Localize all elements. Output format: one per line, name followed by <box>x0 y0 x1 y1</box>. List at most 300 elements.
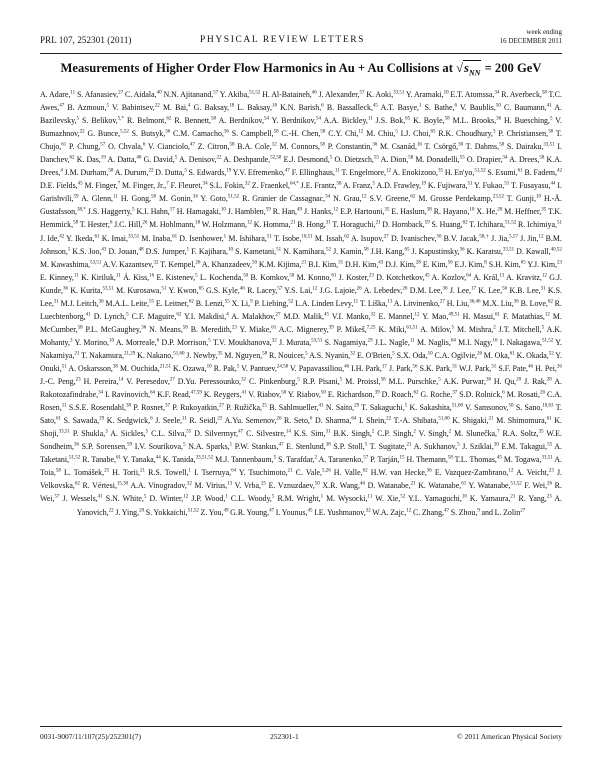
author-entry <box>133 403 170 412</box>
author-name: I.H. Park, <box>351 363 382 373</box>
author-name: A. Lebedev, <box>363 285 403 295</box>
author-name: R. Bennett, <box>174 116 212 126</box>
author-name: W. Xie, <box>375 494 401 504</box>
author-name: J.C. Hill, <box>114 220 143 230</box>
author-entry <box>504 207 546 216</box>
author-entry <box>174 116 216 125</box>
author-name: M. Hohlmann, <box>149 220 196 230</box>
affiliation-marker: 23 <box>546 494 552 500</box>
author-name: M. Kawashima, <box>40 259 91 269</box>
affiliation-marker: 22 <box>216 155 222 161</box>
affiliation-marker: 36 <box>496 116 502 122</box>
author-name: J. Newby, <box>186 350 218 360</box>
author-name: Y. Berdnikov, <box>271 116 317 126</box>
author-name: P. Mikeš, <box>336 324 367 334</box>
author-entry <box>463 312 500 321</box>
affiliation-marker: 46 <box>528 364 534 370</box>
author-name: K. Miki, <box>378 324 407 334</box>
author-entry <box>237 103 277 112</box>
author-name: I. Nakagawa, <box>499 337 542 347</box>
author-name: Y. Nakamiya, <box>40 337 562 360</box>
affiliation-marker: 65 <box>198 286 204 292</box>
author-name: R.K. Choudhury, <box>438 129 494 139</box>
affiliation-marker: 7,25 <box>366 325 376 331</box>
affiliation-marker: 22 <box>386 416 392 422</box>
author-name: Y. Riabov, <box>287 390 321 400</box>
affiliation-marker: 21,29 <box>124 351 136 357</box>
affiliation-marker: 2 <box>448 429 452 435</box>
author-name: A. Malakhov, <box>231 311 276 321</box>
author-entry <box>341 168 391 177</box>
author-entry <box>413 508 449 517</box>
author-entry <box>432 220 468 229</box>
author-entry <box>215 455 276 464</box>
affiliation-marker: 4 <box>60 168 63 174</box>
affiliation-marker: 28 <box>546 377 552 383</box>
affiliation-marker: 62 <box>547 299 553 305</box>
author-name: G. David, <box>143 155 175 165</box>
author-entry <box>516 403 554 412</box>
author-name: W.J. Park, <box>459 363 492 373</box>
author-name: S.X. Oda, <box>396 350 428 360</box>
author-entry <box>455 455 502 464</box>
author-entry <box>204 390 247 399</box>
author-name: K.N. Barish, <box>280 103 322 113</box>
author-name: T. Isobe, <box>273 233 302 243</box>
affiliation-marker: 2 <box>413 429 416 435</box>
author-name: A. Franz, <box>342 181 373 191</box>
affiliation-marker: 1 <box>418 103 422 109</box>
author-entry <box>194 481 232 490</box>
affiliation-marker: 55 <box>224 299 230 305</box>
author-entry <box>136 207 174 216</box>
author-entry <box>389 364 418 373</box>
author-entry <box>77 90 123 99</box>
affiliation-marker: 47 <box>269 507 275 513</box>
author-name: M. Rosati, <box>506 390 540 400</box>
affiliation-marker: 59 <box>424 220 430 226</box>
author-name: O. Dietzsch, <box>334 155 374 165</box>
affiliation-marker: 5 <box>174 155 178 161</box>
author-entry <box>273 207 302 216</box>
affiliation-marker: 29 <box>354 403 360 409</box>
author-name: J.G. Lajoie, <box>319 285 357 295</box>
affiliation-marker: 5 <box>67 246 71 252</box>
author-name: T. Engelmore, <box>341 168 387 178</box>
author-name: K. Kiriluk, <box>81 272 116 282</box>
author-entry <box>148 142 195 151</box>
affiliation-marker: 55 <box>148 299 154 305</box>
week-ending <box>500 28 562 45</box>
affiliation-marker: 38 <box>125 403 131 409</box>
journal-name: PHYSICAL REVIEW LETTERS <box>200 35 366 45</box>
author-entry <box>326 403 359 412</box>
author-name: C.F. Maguire, <box>131 311 177 321</box>
author-entry <box>360 299 393 308</box>
author-name: A.A. Bickley, <box>323 116 368 126</box>
author-name: G.S. Kyle, <box>206 285 240 295</box>
author-entry <box>419 429 452 438</box>
author-entry <box>232 299 253 308</box>
author-name: A. Milov, <box>420 324 452 334</box>
author-entry <box>269 481 320 490</box>
author-name: E.J. Kim, <box>454 259 485 269</box>
author-entry <box>376 181 426 190</box>
author-name: S.P. Stoll, <box>333 442 365 452</box>
affiliation-marker: 30 <box>493 442 499 448</box>
author-entry <box>420 390 457 399</box>
affiliation-marker: 5,* <box>117 116 125 122</box>
affiliation-marker: 45 <box>372 103 378 109</box>
author-entry <box>146 508 199 517</box>
author-entry <box>168 286 203 295</box>
affiliation-marker: 5 <box>208 338 211 344</box>
author-name: R. Han, <box>272 207 298 217</box>
affiliation-marker: 10 <box>220 207 226 213</box>
author-name: R. Belmont, <box>126 116 167 126</box>
affiliation-marker: 46 <box>239 286 245 292</box>
author-name: M. Heffner, <box>504 207 542 217</box>
author-entry <box>232 129 279 138</box>
author-entry <box>308 260 343 269</box>
author-entry <box>72 247 106 256</box>
author-entry <box>149 220 200 229</box>
affiliation-marker: 32 <box>271 338 277 344</box>
paper-title <box>40 60 562 82</box>
author-entry <box>423 260 453 269</box>
author-name: F. Ellinghaus, <box>291 168 335 178</box>
author-name: S. Tarafdar, <box>278 455 315 465</box>
author-entry <box>223 155 281 164</box>
affiliation-marker: 62 <box>362 468 368 474</box>
week-ending-date: 16 DECEMBER 2011 <box>499 36 562 45</box>
affiliation-marker: 58 <box>336 181 342 187</box>
author-name: A. Rakotozafindrabe, <box>40 377 562 400</box>
author-entry <box>507 194 541 203</box>
author-entry <box>333 194 366 203</box>
author-entry <box>498 129 553 138</box>
affiliation-marker: 36,46 <box>469 299 481 305</box>
author-entry <box>94 312 129 321</box>
affiliation-marker: 11 <box>367 116 373 122</box>
author-entry <box>371 247 410 256</box>
affiliation-marker: 41 <box>546 103 552 109</box>
affiliation-marker: 12 <box>361 194 367 200</box>
author-entry <box>372 508 411 517</box>
author-entry <box>80 220 113 229</box>
affiliation-marker: 6 <box>309 416 313 422</box>
affiliation-marker: 36 <box>459 246 465 252</box>
author-name: X. He, <box>476 207 498 217</box>
affiliation-marker: 18 <box>229 103 235 109</box>
author-entry <box>407 455 453 464</box>
affiliation-marker: 10 <box>109 338 115 344</box>
author-entry <box>327 103 378 112</box>
affiliation-marker: 50 <box>243 273 249 279</box>
author-name: B.M. Johnson, <box>40 233 562 256</box>
author-name: S. Edwards, <box>188 168 227 178</box>
author-name: N. Kamihara, <box>283 246 327 256</box>
author-name: I. Ravinovich, <box>105 390 151 400</box>
author-entry <box>474 181 509 190</box>
author-name: R. Averbeck, <box>501 90 542 99</box>
author-name: T. Sato, <box>40 403 562 426</box>
author-name: K. Shigaki, <box>452 416 489 426</box>
author-entry <box>414 442 460 451</box>
author-entry <box>320 286 362 295</box>
author-entry <box>194 103 235 112</box>
author-entry <box>381 155 414 164</box>
author-name: J. Lee, <box>449 285 472 295</box>
affiliation-marker: 34 <box>202 181 208 187</box>
author-name: K. Yamaura, <box>469 494 511 504</box>
affiliation-marker: 5,26 <box>321 468 331 474</box>
affiliation-marker: 58 <box>73 220 79 226</box>
affiliation-marker: 37 <box>452 390 458 396</box>
affiliation-marker: 50 <box>314 481 320 487</box>
author-name: C. Silvestre, <box>246 429 286 439</box>
author-entry <box>507 390 545 399</box>
affiliation-marker: 46 <box>311 90 317 96</box>
affiliation-marker: 16 <box>492 338 498 344</box>
author-name: M. Konno, <box>296 272 332 282</box>
author-name: R. Yang, <box>518 494 547 504</box>
author-name: X. Li, <box>231 298 251 308</box>
author-entry <box>509 155 544 164</box>
author-entry <box>179 155 222 164</box>
affiliation-marker: 38 <box>325 442 331 448</box>
author-name: J. Alexander, <box>318 90 360 99</box>
author-name: T. Fusayasu, <box>511 181 551 191</box>
author-name: S.K. Park, <box>419 363 453 373</box>
affiliation-marker: 12 <box>271 142 277 148</box>
author-entry <box>351 364 387 373</box>
author-entry <box>40 377 81 386</box>
sqrt-radicand <box>463 60 481 78</box>
author-entry <box>125 90 162 99</box>
author-entry <box>391 234 442 243</box>
author-entry <box>382 390 419 399</box>
author-name: V. Baublis, <box>459 103 496 113</box>
affiliation-marker: 65 <box>520 259 526 265</box>
author-name: M. Mishra, <box>456 324 494 334</box>
author-entry <box>337 325 376 334</box>
affiliation-marker: 52 <box>326 246 332 252</box>
affiliation-marker: 32 <box>240 377 246 383</box>
author-name: A. Dion, <box>380 155 409 165</box>
author-name: B. Bassalleck, <box>326 103 373 113</box>
affiliation-marker: 55 <box>186 429 192 435</box>
affiliation-marker: 12 <box>544 312 550 318</box>
affiliation-marker: 45 <box>77 181 83 187</box>
author-name: M. Togawa, <box>503 455 542 465</box>
affiliation-marker: 42 <box>59 233 65 239</box>
affiliation-marker: 5 <box>451 325 455 331</box>
author-entry <box>160 260 200 269</box>
author-entry <box>326 494 372 503</box>
author-entry <box>499 325 544 334</box>
affiliation-marker: 1 <box>225 494 228 500</box>
author-entry <box>67 103 109 112</box>
author-entry <box>422 312 459 321</box>
author-entry <box>112 103 160 112</box>
author-name: B. Azmoun, <box>67 103 107 113</box>
affiliation-marker: 10 <box>228 246 234 252</box>
author-entry <box>281 129 325 138</box>
author-name: P.L. McGaughey, <box>85 324 142 334</box>
author-entry <box>370 194 416 203</box>
author-entry <box>476 207 502 216</box>
author-name: C. Vale, <box>295 468 322 478</box>
author-entry <box>127 116 171 125</box>
author-name: H. Valle, <box>333 468 363 478</box>
author-name: T.K. Hemmick, <box>40 207 562 230</box>
author-name: S. Belikov, <box>82 116 118 126</box>
affiliation-marker: 27 <box>218 403 224 409</box>
author-name: M. Shimomura, <box>496 416 547 426</box>
affiliation-marker: 51 <box>504 181 510 187</box>
author-entry <box>444 234 489 243</box>
author-entry <box>40 90 75 99</box>
author-entry <box>191 325 237 334</box>
author-name: M. Kurosawa, <box>116 285 162 295</box>
author-entry <box>249 377 300 386</box>
affiliation-marker: 58 <box>55 468 61 474</box>
affiliation-marker: 47 <box>190 142 196 148</box>
author-entry <box>334 468 368 477</box>
author-entry <box>368 481 416 490</box>
author-entry <box>81 194 118 203</box>
author-name: R. Luechtenborg, <box>40 298 562 321</box>
author-name: C. Aidala, <box>124 90 157 99</box>
author-name: B.K. Singh, <box>333 429 372 439</box>
author-name: O. Chvala, <box>108 142 143 152</box>
author-name: N. Grau, <box>333 194 362 204</box>
affiliation-marker: 55 <box>373 155 379 161</box>
author-name: S. Sano, <box>515 403 543 413</box>
author-name: J. Murata, <box>278 337 312 347</box>
author-name: M.L. Purschke, <box>388 377 439 387</box>
affiliation-marker: 21 <box>74 351 80 357</box>
affiliation-marker: 34 <box>502 155 508 161</box>
affiliation-marker: 51 <box>161 286 167 292</box>
author-name: J. Hanks, <box>304 207 334 217</box>
affiliation-marker: 51,52 <box>510 481 522 487</box>
affiliation-marker: 22 <box>154 103 160 109</box>
affiliation-marker: 27 <box>520 507 526 513</box>
affiliation-marker: 52 <box>400 494 406 500</box>
author-name: J.T. Mitchell, <box>498 324 542 334</box>
affiliation-marker: 36 <box>165 129 171 135</box>
affiliation-marker: 10 <box>469 207 475 213</box>
author-entry <box>132 129 171 138</box>
affiliation-marker: 27 <box>383 233 389 239</box>
affiliation-marker: 9 <box>250 299 253 305</box>
affiliation-marker: 5 <box>438 377 441 383</box>
affiliation-marker: 61 <box>172 233 178 239</box>
affiliation-marker: 58 <box>77 325 83 331</box>
affiliation-marker: 31 <box>491 364 497 370</box>
author-entry <box>510 286 546 295</box>
author-name: G. Baksay, <box>193 103 230 113</box>
author-entry <box>248 390 286 399</box>
affiliation-marker: 9 <box>477 507 480 513</box>
author-entry <box>428 181 473 190</box>
author-name: J.H. Kang, <box>370 246 405 256</box>
author-name: K. Karatsu, <box>466 246 503 256</box>
author-name: S.D. Rolnick, <box>459 390 503 400</box>
author-entry <box>163 103 191 112</box>
affiliation-marker: 26 <box>276 416 282 422</box>
author-name: Y. Aramaki, <box>405 90 444 99</box>
affiliation-marker: 62 <box>176 312 182 318</box>
author-entry <box>163 455 213 464</box>
affiliation-marker: 11 <box>409 338 415 344</box>
author-entry <box>503 312 550 321</box>
author-name: B. Fadem, <box>524 168 557 178</box>
author-entry <box>40 273 79 282</box>
author-name: M. Csanád, <box>379 142 417 152</box>
author-name: A.V. Kazantsev, <box>102 259 154 269</box>
author-name: I. Younus, <box>275 507 308 517</box>
author-entry <box>108 142 145 151</box>
affiliation-marker: 58,† <box>479 233 489 239</box>
affiliation-marker: 50 <box>495 103 501 109</box>
author-name: G.J. Kunde, <box>40 272 562 295</box>
author-entry <box>425 103 457 112</box>
author-name: P. Chung, <box>69 142 101 152</box>
author-name: L. Kochenda, <box>200 272 244 282</box>
affiliation-marker: 18 <box>195 220 201 226</box>
author-entry <box>420 325 454 334</box>
author-name: S. Butsyk, <box>131 129 166 139</box>
affiliation-marker: 27 <box>275 312 281 318</box>
author-name: A.A. Vinogradov, <box>130 481 187 491</box>
author-entry <box>516 247 562 256</box>
author-name: Y.J. Kim, <box>527 259 557 269</box>
author-entry <box>231 312 280 321</box>
affiliation-marker: 36 <box>223 129 229 135</box>
affiliation-marker: 46 <box>344 364 350 370</box>
affiliation-marker: 35 <box>438 168 444 174</box>
author-name: D. Lynch, <box>93 311 127 321</box>
author-entry <box>172 403 224 412</box>
affiliation-marker: 26 <box>356 286 362 292</box>
author-entry <box>116 286 166 295</box>
affiliation-marker: 21 <box>488 416 494 422</box>
author-entry <box>184 312 229 321</box>
author-entry <box>228 207 271 216</box>
author-name: H. Liu, <box>446 298 470 308</box>
author-name: P. Christiansen, <box>498 129 549 139</box>
author-entry <box>340 207 389 216</box>
affiliation-marker: 16 <box>149 273 155 279</box>
affiliation-marker: 64 <box>351 416 357 422</box>
author-name: E. Stenlund, <box>286 442 326 452</box>
author-name: M. Ishihara, <box>228 233 267 243</box>
author-name: Y. Miake, <box>239 324 272 334</box>
author-entry <box>366 90 404 99</box>
author-entry <box>220 90 261 99</box>
author-name: M.L. Brooks, <box>452 116 497 126</box>
author-name: D. Watanabe, <box>367 481 411 491</box>
author-name: A.Yu. Semenov, <box>224 416 277 426</box>
affiliation-marker: 5 <box>273 455 277 461</box>
affiliation-marker: 58 <box>108 168 114 174</box>
author-name: A.T. Basye, <box>380 103 419 113</box>
author-entry <box>123 273 154 282</box>
author-name: E. Kinney, <box>40 272 74 282</box>
